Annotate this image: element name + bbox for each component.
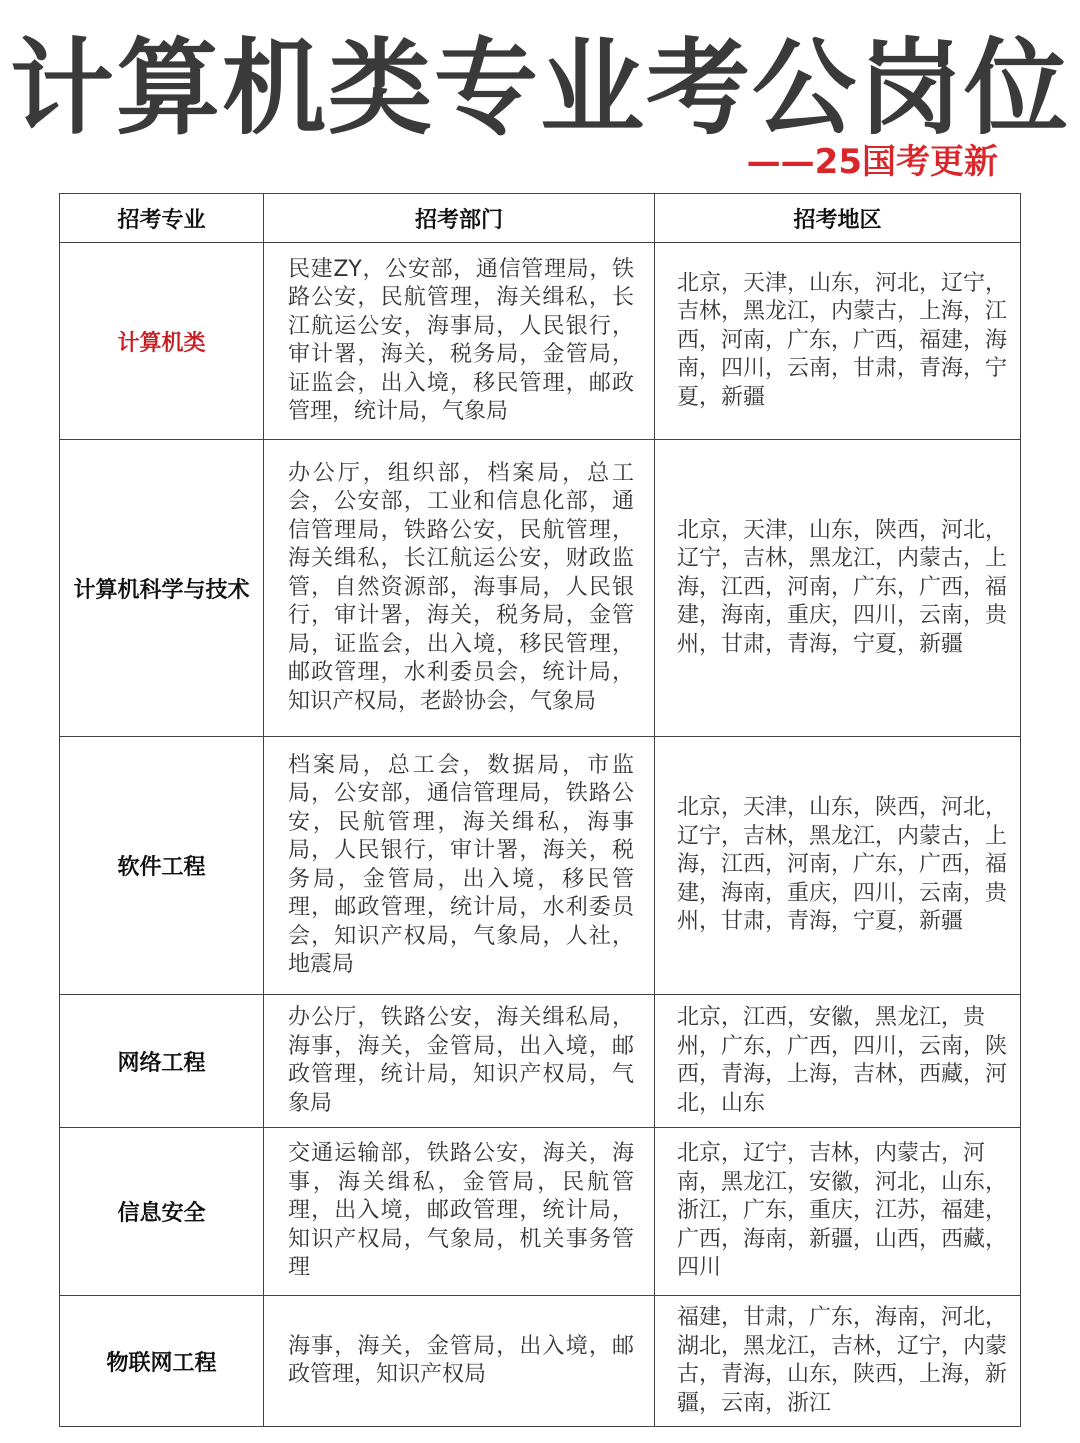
region-cell: 北京，江西，安徽，黑龙江，贵州，广东，广西，四川，云南，陕西，青海，上海，吉林，西藏，河北，山东 <box>655 995 1021 1128</box>
recruitment-table <box>59 193 1021 1427</box>
department-cell: 办公厅，组织部，档案局，总工会，公安部，工业和信息化部，通信管理局，铁路公安，民航管理，海关缉私，长江航运公安，财政监管，自然资源部，海事局，人民银行，审计署，海关，税务局，金管局，证监会，出入境，移民管理，邮政管理，水利委员会，统计局，知识产权局，老龄协会，气象局 <box>264 440 655 737</box>
major-cell: 计算机科学与技术 <box>60 440 264 737</box>
table-row <box>60 1296 1021 1427</box>
region-cell: 北京，天津，山东，河北，辽宁，吉林，黑龙江，内蒙古，上海，江西，河南，广东，广西，福建，海南，四川，云南，甘肃，青海，宁夏，新疆 <box>655 243 1021 440</box>
table-row <box>60 440 1021 737</box>
department-cell: 办公厅，铁路公安，海关缉私局，海事，海关，金管局，出入境，邮政管理，统计局，知识产权局，气象局 <box>264 995 655 1128</box>
major-cell: 计算机类 <box>60 243 264 440</box>
column-header-region: 招考地区 <box>655 194 1021 243</box>
region-cell: 北京，天津，山东，陕西，河北，辽宁，吉林，黑龙江，内蒙古，上海，江西，河南，广东，广西，福建，海南，重庆，四川，云南，贵州，甘肃，青海，宁夏，新疆 <box>655 440 1021 737</box>
table-row <box>60 737 1021 995</box>
page-subtitle: ——25国考更新 <box>746 142 998 182</box>
department-cell: 民建ZY，公安部，通信管理局，铁路公安，民航管理，海关缉私，长江航运公安，海事局，人民银行，审计署，海关，税务局，金管局，证监会，出入境，移民管理，邮政管理，统计局，气象局 <box>264 243 655 440</box>
region-cell: 福建，甘肃，广东，海南，河北，湖北，黑龙江，吉林，辽宁，内蒙古，青海，山东，陕西，上海，新疆，云南，浙江 <box>655 1296 1021 1427</box>
column-header-major: 招考专业 <box>60 194 264 243</box>
department-cell: 交通运输部，铁路公安，海关，海事，海关缉私，金管局，民航管理，出入境，邮政管理，统计局，知识产权局，气象局，机关事务管理 <box>264 1128 655 1296</box>
region-cell: 北京，辽宁，吉林，内蒙古，河南，黑龙江，安徽，河北，山东，浙江，广东，重庆，江苏，福建，广西，海南，新疆，山西，西藏，四川 <box>655 1128 1021 1296</box>
table-row <box>60 1128 1021 1296</box>
table-row <box>60 243 1021 440</box>
major-cell: 网络工程 <box>60 995 264 1128</box>
region-cell: 北京，天津，山东，陕西，河北，辽宁，吉林，黑龙江，内蒙古，上海，江西，河南，广东，广西，福建，海南，重庆，四川，云南，贵州，甘肃，青海，宁夏，新疆 <box>655 737 1021 995</box>
major-cell: 信息安全 <box>60 1128 264 1296</box>
major-cell: 物联网工程 <box>60 1296 264 1427</box>
department-cell: 档案局，总工会，数据局，市监局，公安部，通信管理局，铁路公安，民航管理，海关缉私，海事局，人民银行，审计署，海关，税务局，金管局，出入境，移民管理，邮政管理，统计局，水利委员会，知识产权局，气象局，人社，地震局 <box>264 737 655 995</box>
page-title: 计算机类专业考公岗位 <box>9 27 1070 149</box>
major-cell: 软件工程 <box>60 737 264 995</box>
table-row <box>60 995 1021 1128</box>
column-header-department: 招考部门 <box>264 194 655 243</box>
table-header-row <box>60 194 1021 243</box>
department-cell: 海事，海关，金管局，出入境，邮政管理，知识产权局 <box>264 1296 655 1427</box>
